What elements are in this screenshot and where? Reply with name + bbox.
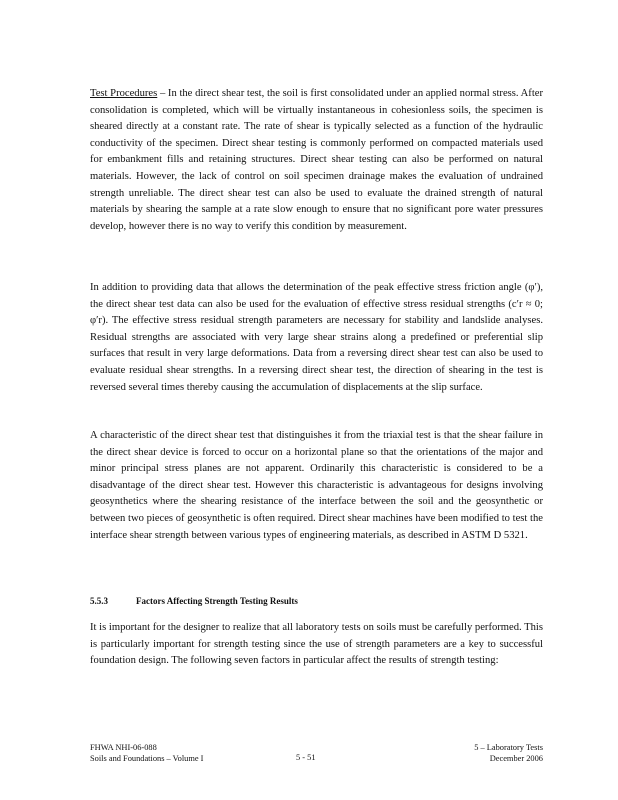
paragraph-lead-label: Test Procedures xyxy=(90,88,158,99)
footer-publication-title: Soils and Foundations – Volume I xyxy=(90,754,204,763)
section-number: 5.5.3 xyxy=(90,596,108,606)
footer-chapter: 5 – Laboratory Tests xyxy=(474,743,543,752)
footer-left xyxy=(90,742,203,764)
paragraph-residual-strength: In addition to providing data that allows the determination of the peak effective stress friction angle (φ′), the direct shear test data can also be used for the evaluation of effective stress residual strengths (c′r ≈ 0; φ′r). The effective stress residual strength parameters are necessary for stability and landslide analyses. Residual strengths are associated with very large shear strains along a predefined or preferential slip surfaces that result in very large deformations. Data from a reversing direct shear test can also be used to evaluate residual shear strengths. In a reversing direct shear test, the direction of shearing in the test is reversed several times thereby causing the accumulation of displacements at the slip surface. xyxy=(90,282,543,393)
paragraph-characteristic: A characteristic of the direct shear test that distinguishes it from the triaxial test is that the shear failure in the direct shear device is forced to occur on a horizontal plane so that the orientations of the major and minor principal stress planes are not apparent. Ordinarily this characteristic is considered to be a disadvantage of the direct shear test. However this characteristic is advantageous for designs involving geosynthetics where the shearing resistance of the interface between the soil and the geosynthetic or between two pieces of geosynthetic is often required. Direct shear machines have been modified to test the interface shear strength between various types of engineering materials, as described in ASTM D 5321. xyxy=(90,430,543,541)
paragraph-test-procedures xyxy=(90,86,543,235)
section-title: Factors Affecting Strength Testing Results xyxy=(136,596,298,606)
footer-right xyxy=(438,742,543,764)
footer-date: December 2006 xyxy=(489,754,543,763)
paragraph-important: It is important for the designer to realize that all laboratory tests on soils must be carefully performed. This is particularly important for strength testing since the use of strength parameters are a key to successful foundation design. The following seven factors in particular affect the results of strength testing: xyxy=(90,622,543,667)
page-number: 5 - 51 xyxy=(296,753,316,762)
footer-publication-number: FHWA NHI-06-088 xyxy=(90,743,157,752)
paragraph-body: – In the direct shear test, the soil is first consolidated under an applied normal stress. After consolidation is completed, which will be virtually instantaneous in cohesionless soils, the specimen is sheared directly at a constant rate. The rate of shear is typically selected as a function of the hydraulic conductivity of the specimen. Direct shear testing is commonly performed on compacted materials used for embankment fills and retaining structures. Direct shear testing can also be performed on natural materials. However, the lack of control on soil specimen drainage makes the evaluation of undrained strength unreliable. The direct shear test can also be used to evaluate the drained strength of natural materials by shearing the sample at a rate slow enough to ensure that no significant pore water pressures develop, however there is no way to verify this condition by measurement. xyxy=(90,88,543,232)
section-heading xyxy=(90,596,390,606)
